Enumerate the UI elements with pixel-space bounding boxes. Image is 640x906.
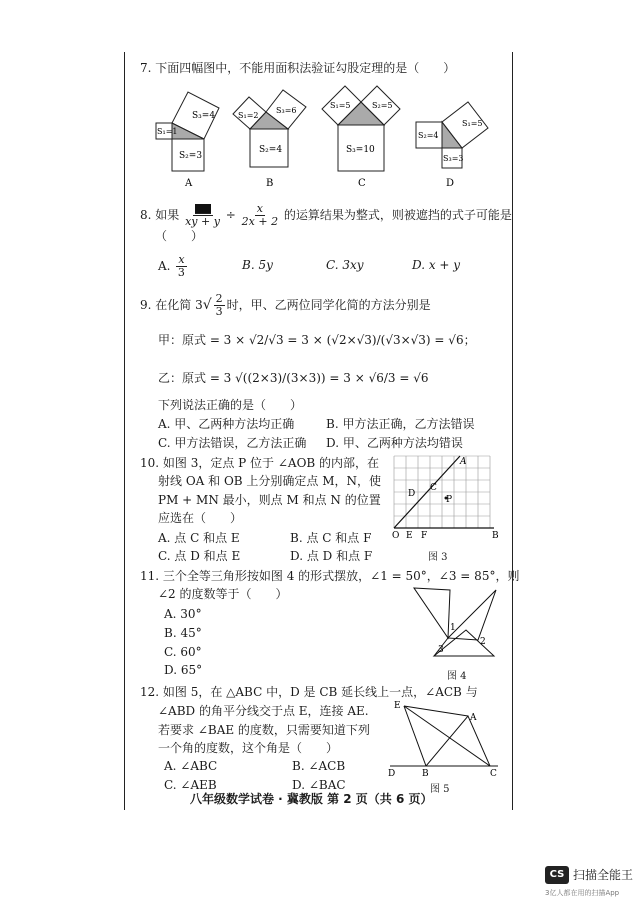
q9-yi-method: 乙：原式 = 3 √((2×3)/(3×3)) = 3 × √6/3 = √6 bbox=[158, 371, 429, 385]
q10-option-b[interactable]: B. 点 C 和点 F bbox=[290, 531, 372, 545]
q8-option-d[interactable]: D. x + y bbox=[412, 258, 461, 272]
q7-figure-d bbox=[416, 102, 488, 189]
label-b: B bbox=[492, 531, 499, 541]
camscanner-tagline: 3亿人都在用的扫描App bbox=[545, 889, 620, 897]
fig-a-s3-label: S₃=4 bbox=[192, 111, 216, 121]
triangle-abc bbox=[426, 716, 490, 766]
q7-figures bbox=[140, 80, 510, 192]
fig-b-s3-label: S₃=6 bbox=[276, 106, 297, 115]
q10-figure-caption: 图 3 bbox=[428, 552, 448, 563]
q12-figure-caption: 图 5 bbox=[430, 784, 450, 795]
triangle-1 bbox=[414, 588, 450, 638]
fig-d-s3-label: S₃=3 bbox=[443, 154, 464, 163]
label-d: D bbox=[408, 489, 416, 499]
q8-option-a[interactable]: A. $\frac{x}{3}$ bbox=[158, 253, 185, 279]
fig-c-s1-label: S₁=5 bbox=[330, 101, 351, 110]
q7-figure-b bbox=[233, 90, 306, 189]
camscanner-brand: 扫描全能王 bbox=[573, 868, 634, 882]
label-f: F bbox=[421, 531, 428, 541]
q8-stem: 8. 如果 xy + y ÷ $\frac{x}{2x + 2}$ 的运算结果为整式，则被遮挡的式子可能是 bbox=[140, 202, 512, 228]
q10-line2: 射线 OA 和 OB 上分别确定点 M，N，使 bbox=[158, 474, 382, 488]
q7-figure-a bbox=[156, 92, 219, 189]
fig-c-s3-label: S₃=10 bbox=[346, 145, 375, 155]
q12-option-c[interactable]: C. ∠AEB bbox=[164, 778, 217, 792]
q9-stem: 9. 在化简 3√ $\frac{2}{3}$ 时，甲、乙两位同学化简的方法分别是 bbox=[140, 292, 431, 318]
label-e: E bbox=[394, 701, 401, 711]
fig-c-label: C bbox=[358, 178, 366, 189]
fig-c-s2-label: S₂=5 bbox=[372, 101, 393, 110]
angle-2-label: 2 bbox=[480, 637, 486, 647]
q11-figure-caption: 图 4 bbox=[447, 671, 467, 682]
line-ea bbox=[404, 706, 468, 716]
fig-b-s2-label: S₂=4 bbox=[259, 145, 283, 155]
q11-line2: ∠2 的度数等于（ ） bbox=[158, 587, 288, 601]
q12-line4: 一个角的度数，这个角是（ ） bbox=[158, 741, 339, 755]
q10-figure-grid bbox=[388, 452, 500, 544]
q11-option-d[interactable]: D. 65° bbox=[164, 663, 203, 677]
q9-option-c[interactable]: C. 甲方法错误，乙方法正确 bbox=[158, 436, 307, 450]
q11-option-a[interactable]: A. 30° bbox=[164, 607, 202, 621]
q10-line4: 应选在（ ） bbox=[158, 511, 243, 525]
page-footer: 八年级数学试卷 · 冀教版 第 2 页（共 6 页） bbox=[190, 792, 433, 806]
label-d: D bbox=[388, 769, 396, 779]
angle-1-label: 1 bbox=[450, 623, 456, 633]
q8-paren: （ ） bbox=[155, 229, 204, 243]
label-o: O bbox=[392, 531, 400, 541]
fig-b-label: B bbox=[266, 178, 274, 189]
q12-option-a[interactable]: A. ∠ABC bbox=[164, 759, 218, 773]
label-b: B bbox=[422, 769, 429, 779]
q11-option-c[interactable]: C. 60° bbox=[164, 645, 202, 659]
q9-option-d[interactable]: D. 甲、乙两种方法均错误 bbox=[326, 436, 463, 450]
q12-option-d[interactable]: D. ∠BAC bbox=[292, 778, 346, 792]
label-c: C bbox=[490, 769, 497, 779]
q11-line1: 11. 三个全等三角形按如图 4 的形式摆放，∠1 = 50°，∠3 = 85°，则 bbox=[140, 569, 520, 583]
left-margin-rule bbox=[124, 52, 125, 810]
line-eb bbox=[404, 706, 426, 766]
q7-stem: 7. 下面四幅图中，不能用面积法验证勾股定理的是（ ） bbox=[140, 61, 456, 75]
q10-line1: 10. 如图 3，定点 P 位于 ∠AOB 的内部，在 bbox=[140, 456, 380, 470]
fig-a-s2-label: S₂=3 bbox=[179, 151, 203, 161]
q9-option-b[interactable]: B. 甲方法正确，乙方法错误 bbox=[326, 417, 475, 431]
q12-line3: 若要求 ∠BAE 的度数，只需要知道下列 bbox=[158, 723, 370, 737]
q12-figure-triangle bbox=[386, 696, 504, 780]
q10-option-c[interactable]: C. 点 D 和点 E bbox=[158, 549, 241, 563]
q8-option-c[interactable]: C. 3xy bbox=[326, 258, 364, 272]
q10-line3: PM + MN 最小，则点 M 和点 N 的位置 bbox=[158, 493, 381, 507]
fig-d-s1-label: S₁=5 bbox=[462, 119, 483, 128]
q12-line1: 12. 如图 5，在 △ABC 中，D 是 CB 延长线上一点，∠ACB 与 bbox=[140, 685, 478, 699]
q10-option-a[interactable]: A. 点 C 和点 E bbox=[158, 531, 240, 545]
q10-option-d[interactable]: D. 点 D 和点 F bbox=[290, 549, 373, 563]
q8-option-b[interactable]: B. 5y bbox=[242, 258, 273, 272]
q9-option-a[interactable]: A. 甲、乙两种方法均正确 bbox=[158, 417, 295, 431]
fig-a-label: A bbox=[185, 178, 193, 189]
label-c: C bbox=[430, 483, 437, 493]
q9-ask: 下列说法正确的是（ ） bbox=[158, 398, 303, 412]
right-margin-rule bbox=[512, 52, 513, 810]
label-a: A bbox=[470, 713, 477, 723]
q12-option-b[interactable]: B. ∠ACB bbox=[292, 759, 346, 773]
q12-line2: ∠ABD 的角平分线交于点 E，连接 AE. bbox=[158, 704, 369, 718]
label-e: E bbox=[406, 531, 413, 541]
q11-figure-triangles bbox=[404, 584, 504, 664]
fig-d-label: D bbox=[446, 178, 455, 189]
label-p: P bbox=[446, 495, 453, 505]
fig-a-s1-label: S₁=1 bbox=[157, 127, 178, 136]
q7-figure-c bbox=[322, 86, 400, 189]
q11-option-b[interactable]: B. 45° bbox=[164, 626, 202, 640]
masked-numerator bbox=[195, 204, 211, 214]
q9-jia-method: 甲：原式 = 3 × √2/√3 = 3 × (√2×√3)/(√3×√3) = √6； bbox=[158, 333, 476, 347]
label-a: A bbox=[460, 457, 467, 467]
angle-3-label: 3 bbox=[438, 645, 444, 655]
fig-d-s2-label: S₂=4 bbox=[418, 131, 439, 140]
fig-b-s1-label: S₁=2 bbox=[238, 111, 259, 120]
camscanner-logo: CS bbox=[545, 866, 569, 884]
